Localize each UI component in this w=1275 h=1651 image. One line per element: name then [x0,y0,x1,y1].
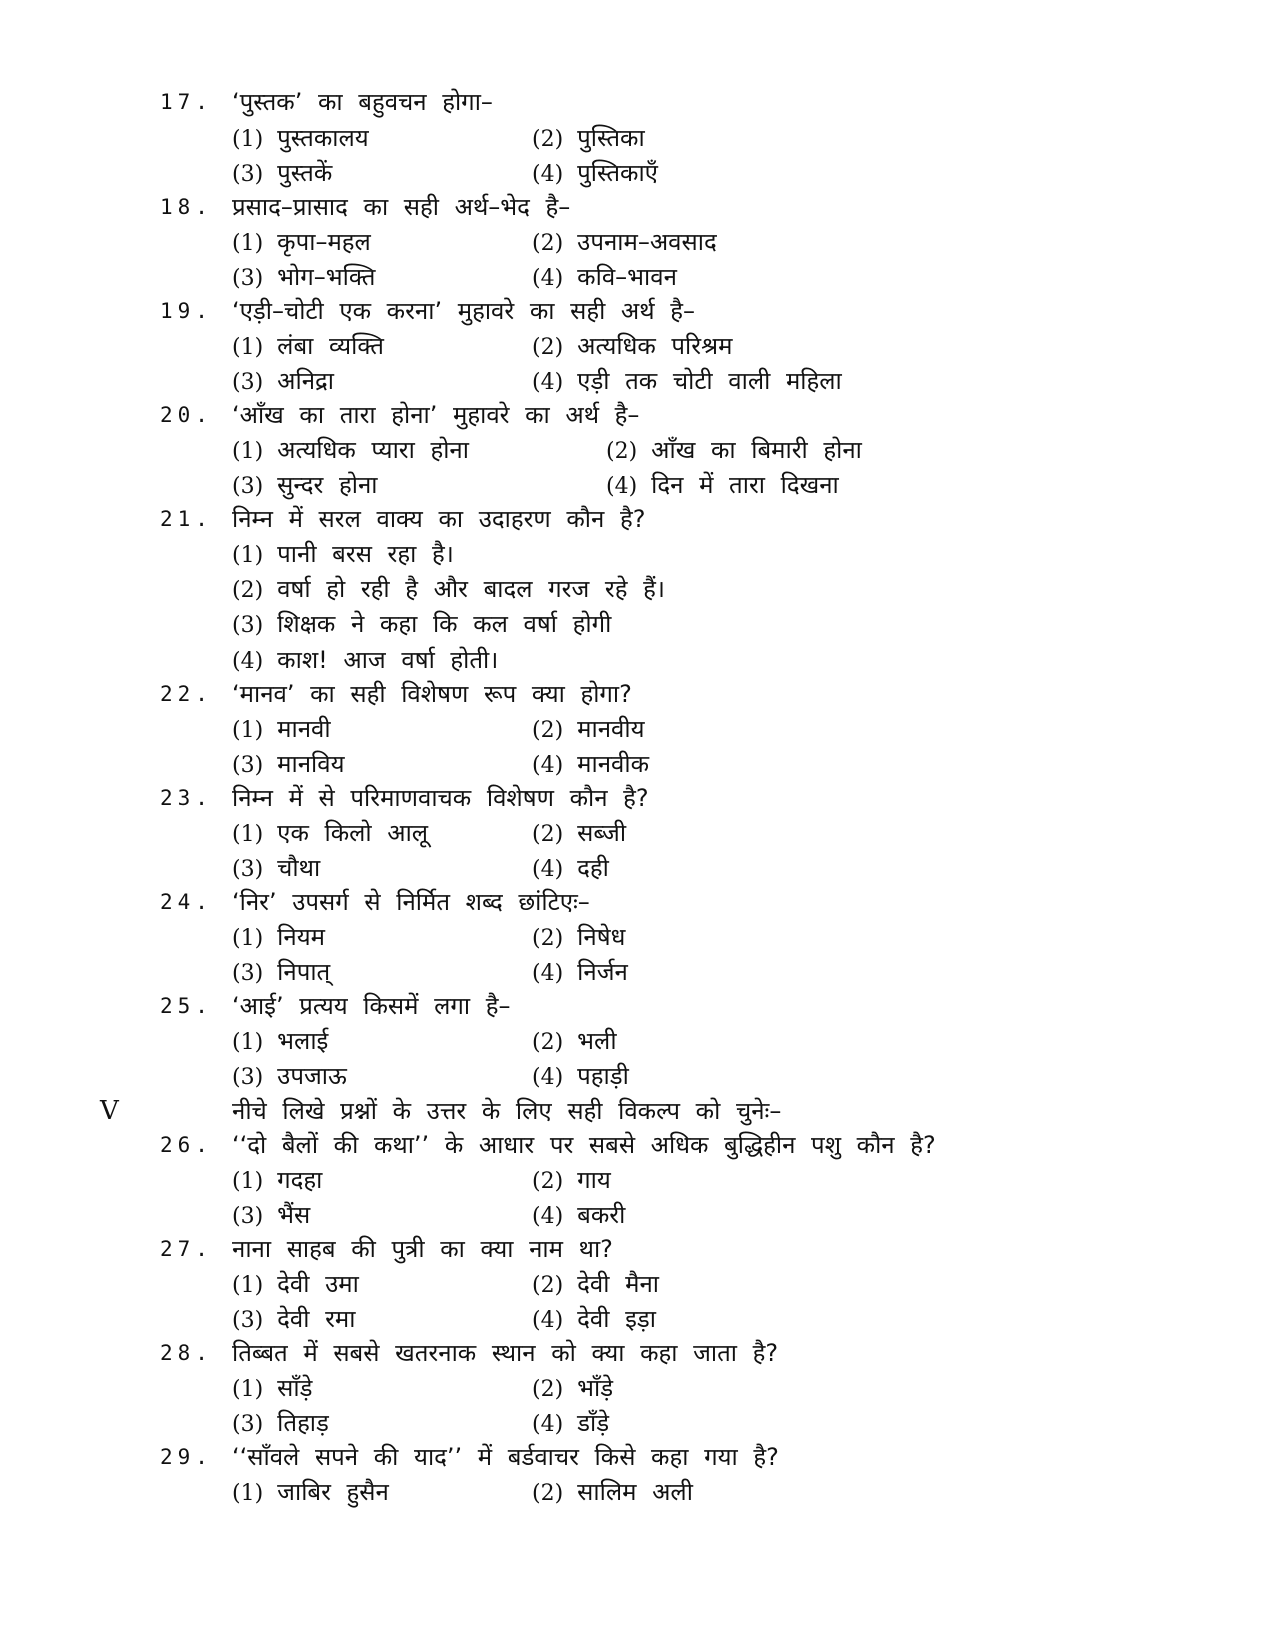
option-text: कवि–भावन [577,263,677,291]
option-text: भोग–भक्ति [277,263,376,291]
option-text: देवी रमा [277,1305,356,1333]
option-text: साँड़े [277,1374,313,1402]
option-number: (4) [606,474,638,499]
option-number: (3) [232,474,264,499]
option-number: (2) [532,1030,564,1055]
option [532,1301,656,1339]
option-number: (2) [532,1169,564,1194]
option-number: (3) [232,1412,264,1437]
option [232,1301,356,1339]
option-text: काश! आज वर्षा होती। [277,646,499,674]
option-number: (2) [532,231,564,256]
option-text: सुन्दर होना [277,471,378,499]
option-text: निषेध [577,923,626,951]
question-text: निम्न में से परिमाणवाचक विशेषण कौन है? [232,784,649,812]
option [532,1474,693,1512]
option-number: (3) [232,370,264,395]
option [232,711,331,749]
option-number: (3) [232,1308,264,1333]
option-number: (1) [232,439,264,464]
option-text: गदहा [277,1166,323,1194]
option [232,746,345,784]
question-text: ‘‘दो बैलों की कथा’’ के आधार पर सबसे अधिक बुद्धिहीन पशु कौन है? [232,1131,936,1159]
option-number: (2) [532,1273,564,1298]
option-text: देवी उमा [277,1270,359,1298]
option-number: (1) [232,1273,264,1298]
option-number: (4) [232,649,264,674]
option-text: निपात् [277,958,331,986]
option [232,432,469,470]
option-number: (2) [532,1481,564,1506]
option-text: मानवीय [577,715,645,743]
option-text: शिक्षक ने कहा कि कल वर्षा होगी [277,610,612,638]
option [532,1370,613,1408]
option-text: एड़ी तक चोटी वाली महिला [577,367,842,395]
question-number: 26. [160,1133,213,1157]
option [232,1023,328,1061]
question-number: 18. [160,195,213,219]
option-number: (3) [232,857,264,882]
option [232,606,611,644]
option-number: (1) [232,1481,264,1506]
option [232,642,498,680]
option-text: डाँड़े [577,1409,610,1437]
option-text: अत्यधिक परिश्रम [577,332,733,360]
question-text: निम्न में सरल वाक्य का उदाहरण कौन है? [232,505,646,533]
option-number: (1) [232,335,264,360]
option [606,432,862,470]
option-number: (2) [532,926,564,951]
option [532,954,628,992]
option-number: (2) [532,127,564,152]
question-number: 23. [160,786,213,810]
option [532,1266,659,1304]
option-text: पानी बरस रहा है। [277,540,454,568]
question-number: 24. [160,890,213,914]
option-number: (1) [232,1030,264,1055]
section-label: V [100,1096,119,1126]
question-text: ‘आँख का तारा होना’ मुहावरे का अर्थ है– [232,401,640,429]
option-text: भलाई [277,1027,329,1055]
question-text: तिब्बत में सबसे खतरनाक स्थान को क्या कहा जाता है? [232,1339,779,1367]
option [532,155,658,193]
option [532,259,677,297]
option [232,120,369,158]
option [532,815,626,853]
option [532,919,625,957]
option-text: आँख का बिमारी होना [651,436,862,464]
question-number: 29. [160,1445,213,1469]
option-number: (2) [532,335,564,360]
option-number: (1) [232,127,264,152]
option [532,120,645,158]
option-number: (4) [532,1308,564,1333]
option-text: कृपा–महल [277,228,371,256]
option-text: पुस्तिका [577,124,645,152]
option-number: (3) [232,753,264,778]
option-text: एक किलो आलू [277,819,429,847]
option-number: (2) [532,1377,564,1402]
option [232,1197,310,1235]
option-text: उपनाम–अवसाद [577,228,717,256]
option [532,850,609,888]
option-number: (3) [232,613,264,638]
question-text: ‘पुस्तक’ का बहुवचन होगा– [232,88,493,116]
option-text: सालिम अली [577,1478,693,1506]
option [232,155,332,193]
option-text: जाबिर हुसैन [277,1478,389,1506]
option-text: तिहाड़ [277,1409,329,1437]
option-number: (4) [532,753,564,778]
option-number: (3) [232,961,264,986]
option-number: (4) [532,1065,564,1090]
option-text: भाँड़े [577,1374,614,1402]
option-number: (4) [532,1412,564,1437]
option-text: गाय [577,1166,611,1194]
option [232,1370,312,1408]
option-text: सब्जी [577,819,627,847]
option [232,224,371,262]
option-text: मानवी [277,715,331,743]
option-number: (4) [532,1204,564,1229]
question-number: 17. [160,90,213,114]
option-number: (1) [232,231,264,256]
question-number: 21. [160,507,213,531]
option-text: दही [577,854,609,882]
option-text: निर्जन [577,958,628,986]
option [232,815,428,853]
option-text: पुस्तकालय [277,124,369,152]
option [232,1405,329,1443]
option-text: लंबा व्यक्ति [277,332,384,360]
question-text: ‘निर’ उपसर्ग से निर्मित शब्द छांटिएः– [232,888,590,916]
option [606,467,839,505]
option [532,1197,625,1235]
option-number: (1) [232,543,264,568]
option-text: दिन में तारा दिखना [651,471,839,499]
question-text: ‘मानव’ का सही विशेषण रूप क्या होगा? [232,680,632,708]
option-number: (2) [232,578,264,603]
question-number: 27. [160,1237,213,1261]
option [232,919,325,957]
option [232,467,378,505]
question-number: 25. [160,994,213,1018]
option-text: वर्षा हो रही है और बादल गरज रहे हैं। [277,575,665,603]
option [232,259,375,297]
option-text: अनिद्रा [277,367,335,395]
section-instruction: नीचे लिखे प्रश्नों के उत्तर के लिए सही विकल्प को चुनेः– [232,1097,782,1125]
option-text: पुस्तिकाएँ [577,159,658,187]
option [232,571,665,609]
option [532,711,645,749]
option-text: मानविय [277,750,345,778]
option-text: अत्यधिक प्यारा होना [277,436,469,464]
question-text: प्रसाद–प्रासाद का सही अर्थ–भेद है– [232,193,571,221]
option [232,954,330,992]
option [232,363,334,401]
option-number: (4) [532,266,564,291]
option-number: (2) [532,822,564,847]
question-text: ‘‘साँवले सपने की याद’’ में बर्डवाचर किसे कहा गया है? [232,1443,779,1471]
option-text: नियम [277,923,325,951]
option-text: भैंस [277,1201,311,1229]
question-text: ‘आई’ प्रत्यय किसमें लगा है– [232,992,511,1020]
option [232,328,384,366]
question-number: 22. [160,682,213,706]
option [532,746,649,784]
option [532,363,842,401]
question-text: ‘एड़ी–चोटी एक करना’ मुहावरे का सही अर्थ है– [232,297,695,325]
question-number: 19. [160,299,213,323]
option [532,224,717,262]
option-text: भली [577,1027,617,1055]
option [232,1474,389,1512]
option [532,1058,629,1096]
option-number: (3) [232,266,264,291]
option-text: चौथा [277,854,321,882]
option-text: पहाड़ी [577,1062,629,1090]
option-number: (1) [232,718,264,743]
option [532,1023,617,1061]
option-number: (1) [232,822,264,847]
option [232,1162,322,1200]
option-number: (2) [532,718,564,743]
option-text: पुस्तकें [277,159,333,187]
option-number: (4) [532,162,564,187]
option-text: उपजाऊ [277,1062,347,1090]
option-number: (2) [606,439,638,464]
option-number: (1) [232,1169,264,1194]
option [532,1162,611,1200]
question-number: 28. [160,1341,213,1365]
option [232,536,454,574]
question-text: नाना साहब की पुत्री का क्या नाम था? [232,1235,613,1263]
option-number: (1) [232,926,264,951]
option-number: (4) [532,961,564,986]
option-text: बकरी [577,1201,626,1229]
option-number: (1) [232,1377,264,1402]
option-text: देवी मैना [577,1270,659,1298]
option-number: (3) [232,162,264,187]
option-text: देवी इड़ा [577,1305,656,1333]
option-number: (3) [232,1065,264,1090]
question-number: 20. [160,403,213,427]
option [232,1058,347,1096]
option [532,328,732,366]
option-text: मानवीक [577,750,650,778]
option-number: (4) [532,370,564,395]
option [232,1266,359,1304]
option-number: (3) [232,1204,264,1229]
option [232,850,320,888]
option-number: (4) [532,857,564,882]
option [532,1405,609,1443]
